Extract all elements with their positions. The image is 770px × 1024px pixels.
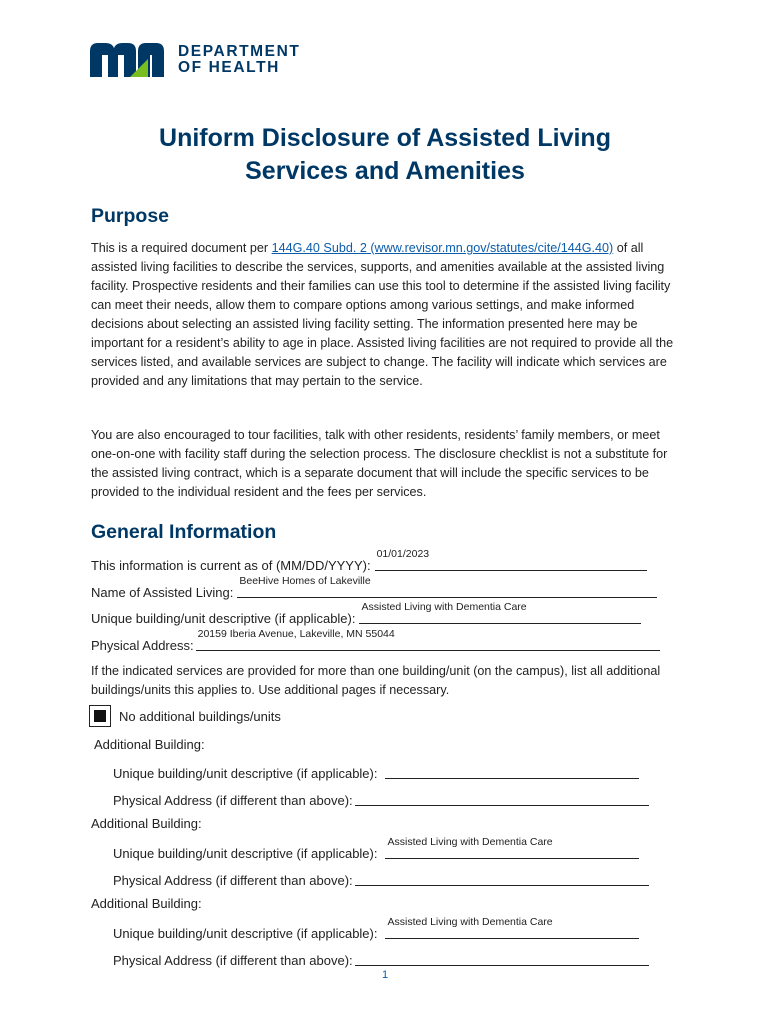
title-line-1: Uniform Disclosure of Assisted Living (159, 124, 611, 152)
statute-link[interactable]: 144G.40 Subd. 2 (www.revisor.mn.gov/statutes/cite/144G.40) (271, 241, 614, 255)
additional-building-1-unit-label: Unique building/unit descriptive (if applicable): (113, 766, 378, 781)
additional-building-1-unit-row (113, 761, 639, 781)
current-date-label: This information is current as of (MM/DD/YYYY): (91, 558, 371, 573)
additional-building-3-address-field[interactable] (355, 949, 649, 966)
additional-building-1-label: Additional Building: (94, 737, 205, 752)
facility-name-field[interactable] (237, 575, 657, 598)
additional-building-3-unit-value: Assisted Living with Dementia Care (387, 916, 553, 928)
purpose-heading: Purpose (91, 205, 170, 227)
additional-building-1-unit-field[interactable] (385, 762, 639, 779)
purpose-paragraph-2: You are also encouraged to tour facilities, talk with other residents, residents’ family members, or meet one-on-one with facility staff during the selection process. The disclosure checklist is not a substitute for the assisted living contract, which is a separate document that will include the specific services to be provided to the individual resident and the fees per services. (91, 428, 668, 499)
facility-name-label: Name of Assisted Living: (91, 585, 234, 600)
purpose-p1-body: of all assisted living facilities to describe the services, supports, and amenities available at the assisted living facility. Prospective residents and their families can use this tool to determine if the assisted living facility can meet their needs, allow them to compare options among various settings, and make informed decisions about selecting an assisted living facility setting. The information presented here may be important for a resident’s ability to age in place. Assisted living facilities are not required to provide all the services listed, and available services are subject to change. The facility will indicate which services are provided and any limitations that may pertain to the service. (91, 241, 674, 388)
additional-building-2-unit-field[interactable] (385, 836, 639, 859)
general-info-heading: General Information (91, 521, 277, 543)
additional-building-3-address-label: Physical Address (if different than above): (113, 953, 353, 968)
additional-building-1-address-field[interactable] (355, 789, 649, 806)
additional-building-2-unit-label: Unique building/unit descriptive (if applicable): (113, 846, 378, 861)
no-additional-buildings-label: No additional buildings/units (119, 709, 281, 724)
address-field[interactable] (196, 628, 660, 651)
document-title (0, 122, 770, 188)
additional-buildings-instruction: If the indicated services are provided for more than one building/unit (on the campus), list all additional buildings/units this applies to. Use additional pages if necessary. (91, 664, 661, 697)
current-date-field[interactable] (375, 548, 647, 571)
page-number: 1 (381, 969, 389, 981)
additional-building-2-label: Additional Building: (91, 816, 202, 831)
additional-building-2-address-label: Physical Address (if different than above): (113, 873, 353, 888)
additional-building-2-address-field[interactable] (355, 869, 649, 886)
purpose-paragraph-1 (91, 239, 676, 391)
additional-building-2-unit-value: Assisted Living with Dementia Care (387, 836, 553, 848)
facility-name-row (91, 575, 657, 600)
additional-building-2-unit-row (113, 836, 639, 861)
unit-descriptive-label: Unique building/unit descriptive (if applicable): (91, 611, 356, 626)
purpose-p1-intro: This is a required document per (91, 241, 272, 255)
logo-line-2: OF HEALTH (178, 59, 280, 76)
additional-building-3-unit-row (113, 916, 639, 941)
mdh-logo (90, 43, 301, 77)
additional-building-1-address-row (113, 788, 649, 808)
mn-logo-mark-icon (90, 43, 170, 77)
unit-descriptive-row (91, 601, 641, 626)
additional-building-2-address-row (113, 868, 649, 888)
current-date-row (91, 548, 647, 573)
no-additional-buildings-checkbox[interactable] (89, 705, 111, 727)
title-line-2: Services and Amenities (245, 157, 525, 185)
current-date-value: 01/01/2023 (376, 548, 430, 560)
logo-text (178, 44, 301, 76)
facility-name-value: BeeHive Homes of Lakeville (239, 575, 371, 587)
checkbox-checked-mark (94, 710, 106, 722)
additional-building-3-address-row (113, 948, 649, 968)
unit-descriptive-value: Assisted Living with Dementia Care (361, 601, 527, 613)
additional-building-1-address-label: Physical Address (if different than above): (113, 793, 353, 808)
address-label: Physical Address: (91, 638, 194, 653)
unit-descriptive-field[interactable] (359, 601, 641, 624)
additional-building-3-unit-field[interactable] (385, 916, 639, 939)
additional-building-3-unit-label: Unique building/unit descriptive (if applicable): (113, 926, 378, 941)
logo-line-1: DEPARTMENT (178, 43, 301, 60)
additional-building-3-label: Additional Building: (91, 896, 202, 911)
address-row (91, 628, 660, 653)
address-value: 20159 Iberia Avenue, Lakeville, MN 55044 (197, 628, 395, 640)
